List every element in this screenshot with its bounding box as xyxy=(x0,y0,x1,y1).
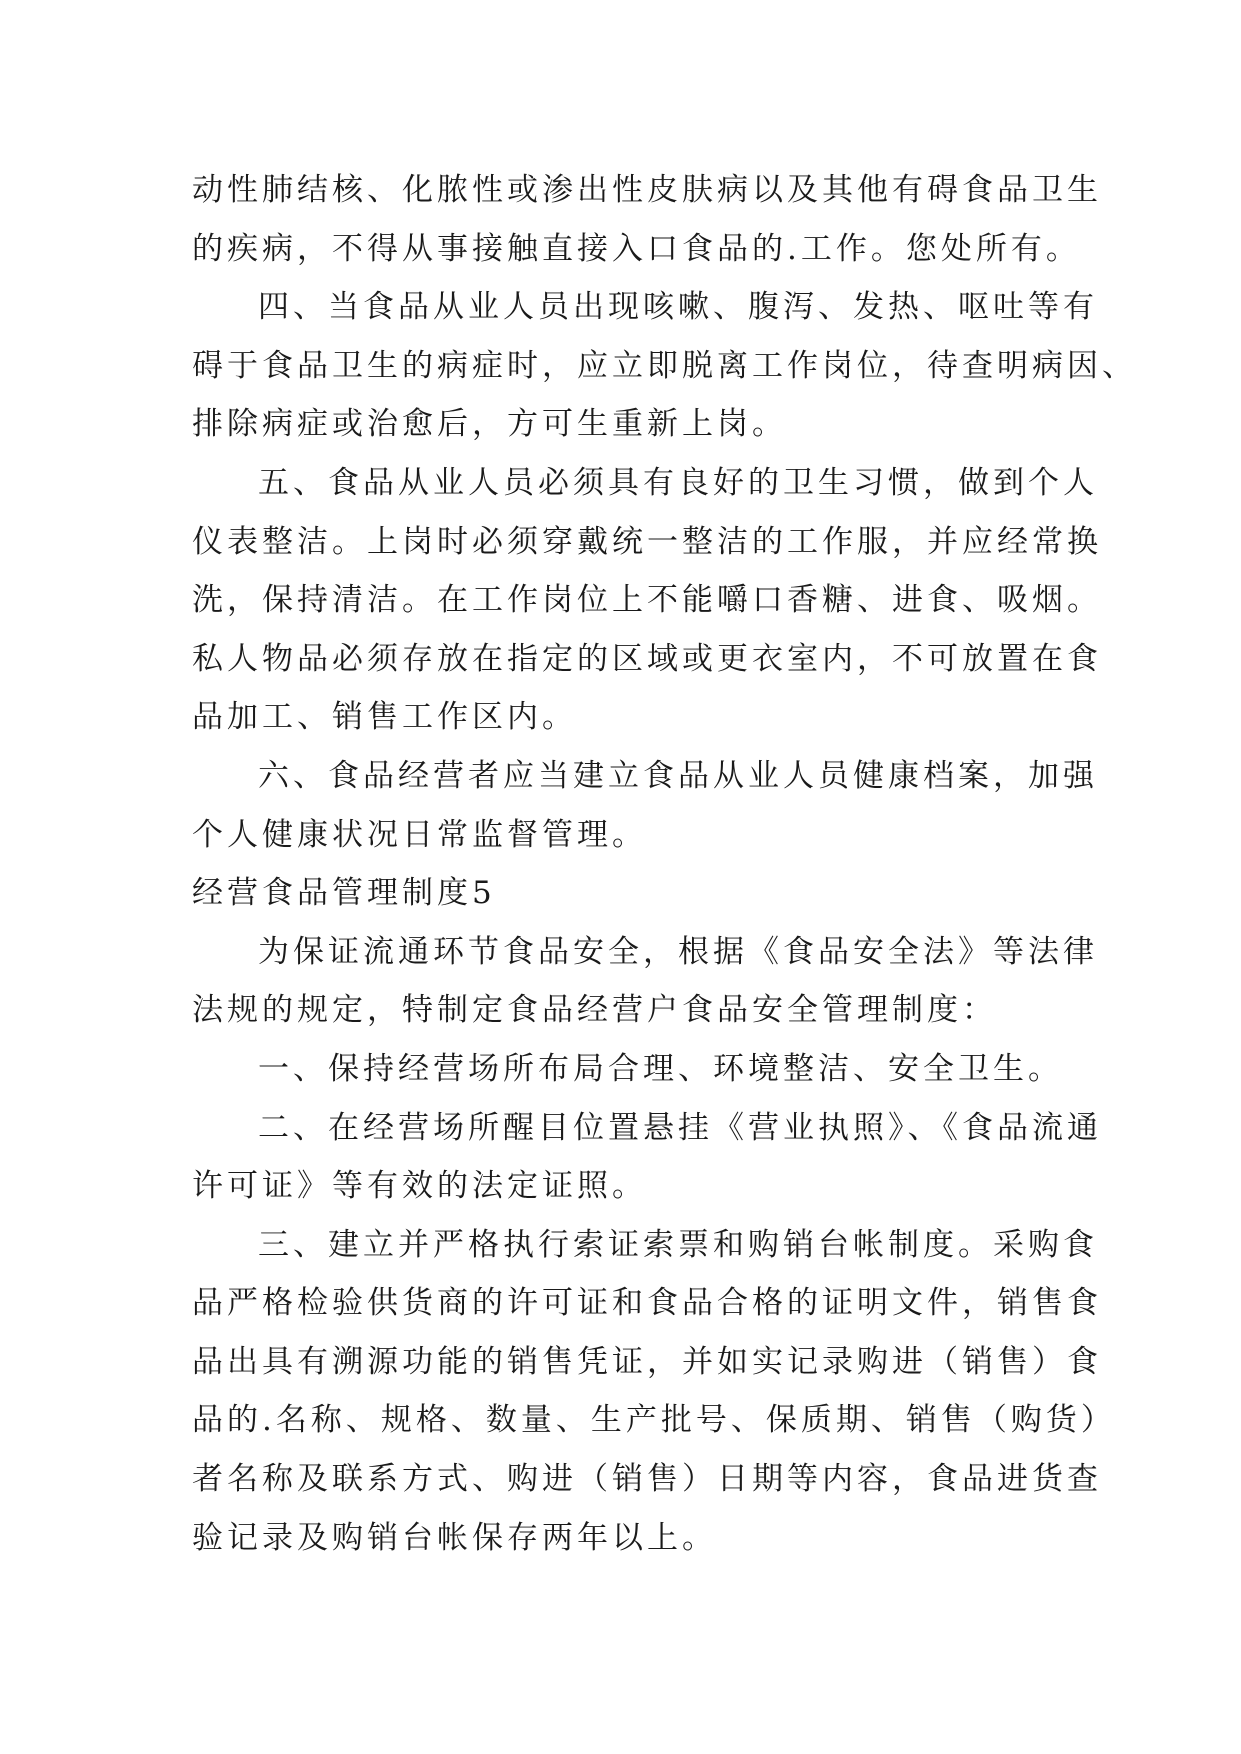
section-heading: 经营食品管理制度5 xyxy=(192,875,496,912)
text-line: 许可证》等有效的法定证照。 xyxy=(192,1168,647,1205)
paragraph-start-line: 二、在经营场所醒目位置悬挂《营业执照》、《食品流通 xyxy=(258,1109,1102,1146)
text-line: 仪表整洁。上岗时必须穿戴统一整洁的工作服，并应经常换 xyxy=(192,523,1102,560)
paragraph-start-line: 为保证流通环节食品安全，根据《食品安全法》等法律 xyxy=(258,933,1098,970)
text-line: 个人健康状况日常监督管理。 xyxy=(192,816,647,853)
text-line: 品加工、销售工作区内。 xyxy=(192,699,577,736)
paragraph-start-line: 一、保持经营场所布局合理、环境整洁、安全卫生。 xyxy=(258,1050,1063,1087)
text-line: 品严格检验供货商的许可证和食品合格的证明文件，销售食 xyxy=(192,1285,1102,1322)
text-line: 品的.名称、规格、数量、生产批号、保质期、销售（购货） xyxy=(192,1402,1116,1439)
text-line: 碍于食品卫生的病症时，应立即脱离工作岗位，待查明病因、 xyxy=(192,347,1137,384)
text-line: 品出具有溯源功能的销售凭证，并如实记录购进（销售）食 xyxy=(192,1343,1102,1380)
paragraph-start-line: 四、当食品从业人员出现咳嗽、腹泻、发热、呕吐等有 xyxy=(258,289,1098,326)
text-line: 验记录及购销台帐保存两年以上。 xyxy=(192,1519,717,1556)
text-line: 洗，保持清洁。在工作岗位上不能嚼口香糖、进食、吸烟。 xyxy=(192,582,1102,619)
text-line: 者名称及联系方式、购进（销售）日期等内容，食品进货查 xyxy=(192,1461,1102,1498)
text-line: 法规的规定，特制定食品经营户食品安全管理制度： xyxy=(192,992,997,1029)
paragraph-start-line: 六、食品经营者应当建立食品从业人员健康档案，加强 xyxy=(258,757,1098,794)
document-body xyxy=(192,161,1137,1567)
paragraph-start-line: 五、食品从业人员必须具有良好的卫生习惯，做到个人 xyxy=(258,464,1098,501)
text-line: 的疾病，不得从事接触直接入口食品的.工作。您处所有。 xyxy=(192,230,1081,267)
text-line: 动性肺结核、化脓性或渗出性皮肤病以及其他有碍食品卫生 xyxy=(192,172,1102,208)
paragraph-start-line: 三、建立并严格执行索证索票和购销台帐制度。采购食 xyxy=(258,1226,1098,1263)
text-line: 私人物品必须存放在指定的区域或更衣室内，不可放置在食 xyxy=(192,640,1102,677)
text-line: 排除病症或治愈后，方可生重新上岗。 xyxy=(192,406,787,443)
